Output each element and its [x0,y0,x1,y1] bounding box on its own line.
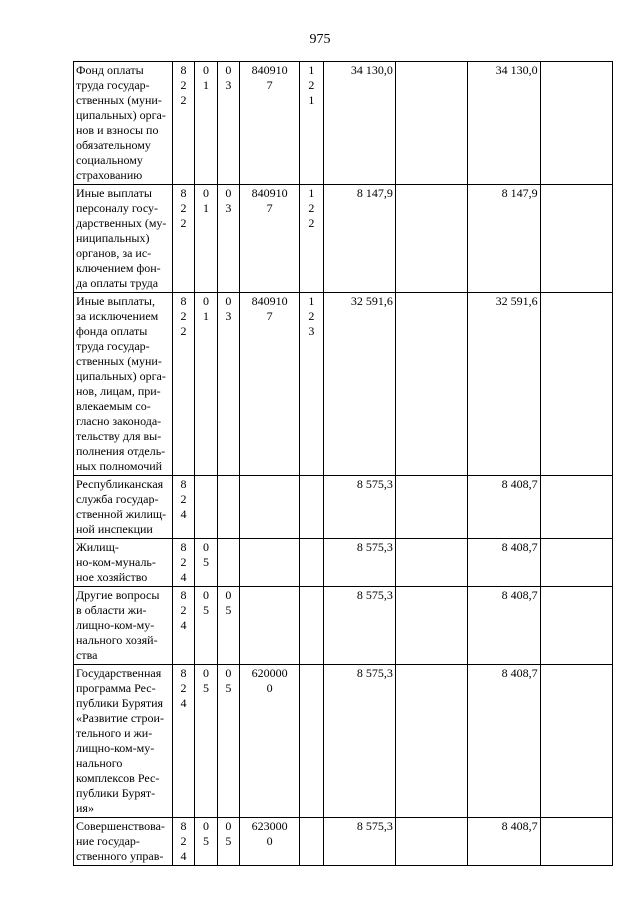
row-name-line: ия» [76,801,94,815]
row-name-line: Другие вопросы [76,588,160,602]
section-code-part: 1 [202,309,209,323]
row-name-line: нального хозяй- [76,633,158,647]
target-article-cell [240,539,300,587]
section-code-cell [195,293,217,476]
amount-cell-sum4 [540,293,612,476]
row-name-line: да оплаты труда [76,276,159,290]
subsection-code-part: 3 [225,309,232,323]
subsection-code-part: 0 [225,294,232,308]
target-article-cell [240,665,300,818]
row-name-line: Государственная [76,666,162,680]
subsection-code-cell [217,818,239,866]
ved-code-part: 8 [180,186,187,200]
target-article-part: 0 [266,681,273,695]
target-article-cell [240,818,300,866]
ved-code-part: 8 [180,666,187,680]
ved-code-part: 2 [180,216,187,230]
ved-code-part: 2 [180,681,187,695]
page-number: 975 [309,32,331,47]
subsection-code-part: 0 [225,588,232,602]
row-name-line: нов и взносы по [76,123,159,137]
amount-cell-sum1: 8 575,3 [323,587,395,665]
amount-cell-sum3: 8 408,7 [468,476,540,539]
subsection-code-part: 0 [225,63,232,77]
amount-cell-sum1: 8 575,3 [323,476,395,539]
section-code-part: 5 [202,681,209,695]
row-name-line: тельству для вы- [76,429,162,443]
target-article-part: 0 [266,834,273,848]
ved-code-part: 2 [180,834,187,848]
amount-cell-sum4 [540,62,612,185]
row-name-line: обязательному [76,138,151,152]
section-code-cell [195,62,217,185]
amount-cell-sum1: 8 147,9 [323,185,395,293]
ved-code-part: 2 [180,309,187,323]
section-code-part: 1 [202,201,209,215]
ved-code-cell [172,476,194,539]
amount-cell-sum4 [540,587,612,665]
ved-code-cell [172,62,194,185]
row-name-line: ципальных) орга- [76,108,166,122]
row-name-cell [74,587,173,665]
ved-code-cell [172,665,194,818]
row-name-line: тельного и жи- [76,726,153,740]
amount-cell-sum3: 8 408,7 [468,665,540,818]
row-name-line: фонда оплаты [76,324,148,338]
expense-type-part: 3 [308,324,315,338]
expense-type-cell [300,476,323,539]
section-code-part: 5 [202,555,209,569]
row-name-line: ственной жилищ- [76,507,167,521]
row-name-line: ственного управ- [76,849,164,863]
amount-cell-sum1: 32 591,6 [323,293,395,476]
amount-cell-sum3: 8 408,7 [468,818,540,866]
subsection-code-part: 3 [225,201,232,215]
row-name-line: за исключением [76,309,159,323]
row-name-line: публики Бурят- [76,786,156,800]
ved-code-part: 4 [180,618,187,632]
row-name-line: в области жи- [76,603,147,617]
ved-code-cell [172,539,194,587]
section-code-cell [195,476,217,539]
target-article-cell [240,62,300,185]
expense-type-part: 1 [308,186,315,200]
row-name-line: комплексов Рес- [76,771,160,785]
amount-cell-sum3: 8 147,9 [468,185,540,293]
expense-type-cell [300,818,323,866]
section-code-cell [195,539,217,587]
row-name-cell [74,539,173,587]
ved-code-cell [172,818,194,866]
ved-code-part: 4 [180,570,187,584]
ved-code-part: 8 [180,540,187,554]
subsection-code-part: 0 [225,186,232,200]
ved-code-part: 4 [180,849,187,863]
section-code-part: 5 [202,603,209,617]
subsection-code-part: 5 [225,603,232,617]
row-name-cell [74,665,173,818]
amount-cell-sum1: 8 575,3 [323,539,395,587]
row-name-line: программа Рес- [76,681,156,695]
amount-cell-sum1: 8 575,3 [323,665,395,818]
row-name-line: влекаемым со- [76,399,151,413]
target-article-part: 7 [266,201,273,215]
ved-code-part: 8 [180,588,187,602]
table-row [74,665,613,818]
row-name-line: «Развитие строи- [76,711,164,725]
amount-cell-sum4 [540,476,612,539]
table-row [74,476,613,539]
target-article-part: 840910 [251,294,288,308]
expense-type-part: 1 [308,93,315,107]
row-name-line: ципальных) орга- [76,369,166,383]
section-code-part: 0 [202,588,209,602]
ved-code-cell [172,185,194,293]
amount-cell-sum4 [540,539,612,587]
subsection-code-part: 0 [225,666,232,680]
expense-type-part: 1 [308,294,315,308]
target-article-cell [240,587,300,665]
row-name-line: труда государ- [76,339,150,353]
row-name-line: Совершенствова- [76,819,165,833]
target-article-part: 7 [266,309,273,323]
subsection-code-part: 5 [225,681,232,695]
row-name-line: лищно-ком-му- [76,618,155,632]
amount-cell-sum2 [395,818,467,866]
row-name-line: Иные выплаты, [76,294,155,308]
expense-type-part: 2 [308,201,315,215]
row-name-line: нального [76,756,123,770]
subsection-code-cell [217,539,239,587]
row-name-line: гласно законода- [76,414,162,428]
ved-code-part: 8 [180,63,187,77]
amount-cell-sum2 [395,476,467,539]
row-name-line: ниципальных) [76,231,150,245]
target-article-cell [240,185,300,293]
target-article-part: 623000 [251,819,288,833]
ved-code-part: 2 [180,492,187,506]
amount-cell-sum2 [395,665,467,818]
row-name-cell [74,818,173,866]
amount-cell-sum2 [395,539,467,587]
target-article-part: 7 [266,78,273,92]
amount-cell-sum3: 8 408,7 [468,587,540,665]
row-name-line: ключением фон- [76,261,161,275]
target-article-part: 620000 [251,666,288,680]
ved-code-part: 4 [180,696,187,710]
section-code-part: 0 [202,666,209,680]
row-name-line: персоналу госу- [76,201,159,215]
amount-cell-sum2 [395,185,467,293]
table-row [74,293,613,476]
expense-type-cell [300,293,323,476]
row-name-line: публики Бурятия [76,696,164,710]
subsection-code-part: 0 [225,819,232,833]
section-code-cell [195,665,217,818]
row-name-line: дарственных (му- [76,216,167,230]
row-name-line: ства [76,648,98,662]
table-row [74,539,613,587]
expense-type-part: 2 [308,216,315,230]
table-row [74,818,613,866]
row-name-line: Республиканская [76,477,164,491]
section-code-part: 0 [202,294,209,308]
row-name-line: ной инспекции [76,522,153,536]
ved-code-part: 8 [180,294,187,308]
ved-code-cell [172,293,194,476]
amount-cell-sum2 [395,293,467,476]
table-row [74,587,613,665]
row-name-line: но-ком-муналь- [76,555,156,569]
expense-type-part: 2 [308,309,315,323]
row-name-line: служба государ- [76,492,159,506]
amount-cell-sum2 [395,62,467,185]
row-name-line: полнения отдель- [76,444,166,458]
expense-type-part: 2 [308,78,315,92]
row-name-cell [74,293,173,476]
target-article-cell [240,293,300,476]
ved-code-part: 2 [180,603,187,617]
expense-type-part: 1 [308,63,315,77]
amount-cell-sum1: 34 130,0 [323,62,395,185]
amount-cell-sum4 [540,818,612,866]
budget-table [73,61,613,866]
row-name-line: ных полномочий [76,459,163,473]
ved-code-part: 2 [180,555,187,569]
expense-type-cell [300,539,323,587]
subsection-code-cell [217,185,239,293]
row-name-line: Фонд оплаты [76,63,144,77]
expense-type-cell [300,62,323,185]
subsection-code-cell [217,665,239,818]
target-article-part: 840910 [251,63,288,77]
section-code-part: 0 [202,186,209,200]
row-name-line: Иные выплаты [76,186,152,200]
ved-code-part: 2 [180,93,187,107]
section-code-part: 0 [202,540,209,554]
ved-code-part: 4 [180,507,187,521]
target-article-cell [240,476,300,539]
ved-code-part: 8 [180,477,187,491]
ved-code-part: 2 [180,201,187,215]
subsection-code-cell [217,476,239,539]
ved-code-part: 2 [180,78,187,92]
subsection-code-cell [217,293,239,476]
expense-type-cell [300,185,323,293]
row-name-line: Жилищ- [76,540,119,554]
section-code-part: 0 [202,819,209,833]
row-name-line: труда государ- [76,78,150,92]
section-code-cell [195,185,217,293]
target-article-part: 840910 [251,186,288,200]
section-code-part: 0 [202,63,209,77]
row-name-line: нов, лицам, при- [76,384,161,398]
amount-cell-sum3: 34 130,0 [468,62,540,185]
row-name-cell [74,185,173,293]
amount-cell-sum2 [395,587,467,665]
row-name-line: ние государ- [76,834,140,848]
expense-type-cell [300,587,323,665]
row-name-line: ное хозяйство [76,570,148,584]
expense-type-cell [300,665,323,818]
amount-cell-sum1: 8 575,3 [323,818,395,866]
ved-code-cell [172,587,194,665]
amount-cell-sum3: 32 591,6 [468,293,540,476]
section-code-part: 5 [202,834,209,848]
section-code-part: 1 [202,78,209,92]
row-name-line: ственных (муни- [76,354,162,368]
subsection-code-cell [217,62,239,185]
table-row [74,62,613,185]
subsection-code-part: 3 [225,78,232,92]
amount-cell-sum4 [540,185,612,293]
row-name-line: социальному [76,153,143,167]
row-name-line: страхованию [76,168,143,182]
row-name-cell [74,62,173,185]
row-name-cell [74,476,173,539]
ved-code-part: 8 [180,819,187,833]
amount-cell-sum4 [540,665,612,818]
row-name-line: ственных (муни- [76,93,162,107]
subsection-code-part: 5 [225,834,232,848]
row-name-line: лищно-ком-му- [76,741,155,755]
section-code-cell [195,587,217,665]
row-name-line: органов, за ис- [76,246,152,260]
section-code-cell [195,818,217,866]
amount-cell-sum3: 8 408,7 [468,539,540,587]
subsection-code-cell [217,587,239,665]
table-row [74,185,613,293]
ved-code-part: 2 [180,324,187,338]
